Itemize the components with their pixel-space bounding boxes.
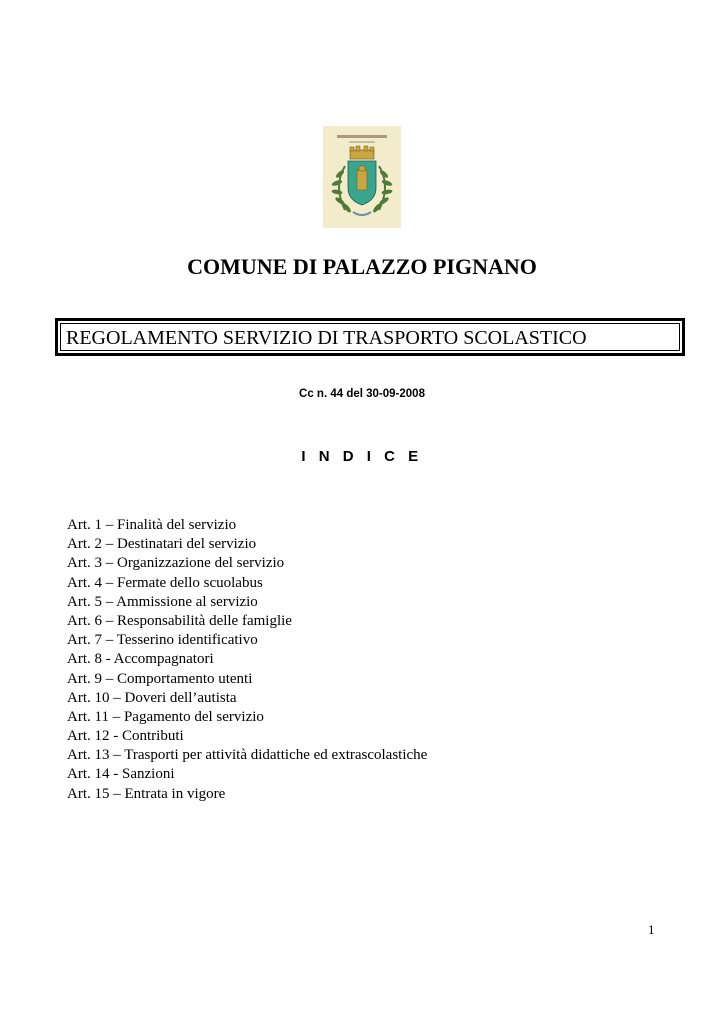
council-reference: Cc n. 44 del 30-09-2008 — [299, 388, 425, 400]
index-item-art-9: Art. 9 – Comportamento utenti — [67, 670, 253, 687]
index-item-art-11: Art. 11 – Pagamento del servizio — [67, 708, 264, 725]
index-item-art-3: Art. 3 – Organizzazione del servizio — [67, 555, 285, 572]
index-item-art-14: Art. 14 - Sanzioni — [67, 766, 175, 783]
index-item-art-1: Art. 1 – Finalità del servizio — [67, 517, 237, 533]
index-item-art-7: Art. 7 – Tesserino identificativo — [67, 632, 258, 649]
index-item-art-12: Art. 12 - Contributi — [67, 728, 184, 745]
page-number: 1 — [648, 922, 655, 937]
municipal-crest-image — [323, 126, 401, 228]
index-item-art-13: Art. 13 – Trasporti per attività didattiche ed extrascolastiche — [67, 747, 428, 764]
index-heading: I N D I C E — [301, 448, 423, 465]
index-item-art-6: Art. 6 – Responsabilità delle famiglie — [67, 612, 292, 629]
municipality-title: COMUNE DI PALAZZO PIGNANO — [187, 254, 537, 279]
index-list — [67, 516, 427, 804]
index-item-art-15: Art. 15 – Entrata in vigore — [67, 785, 226, 802]
index-item-art-10: Art. 10 – Doveri dell’autista — [67, 689, 237, 706]
regulation-title-box — [55, 318, 685, 356]
index-item-art-8: Art. 8 - Accompagnatori — [67, 651, 214, 668]
regulation-title: REGOLAMENTO SERVIZIO DI TRASPORTO SCOLASTICO — [66, 327, 587, 349]
index-item-art-4: Art. 4 – Fermate dello scuolabus — [67, 574, 263, 591]
index-item-art-2: Art. 2 – Destinatari del servizio — [67, 536, 257, 553]
index-item-art-5: Art. 5 – Ammissione al servizio — [67, 593, 258, 610]
